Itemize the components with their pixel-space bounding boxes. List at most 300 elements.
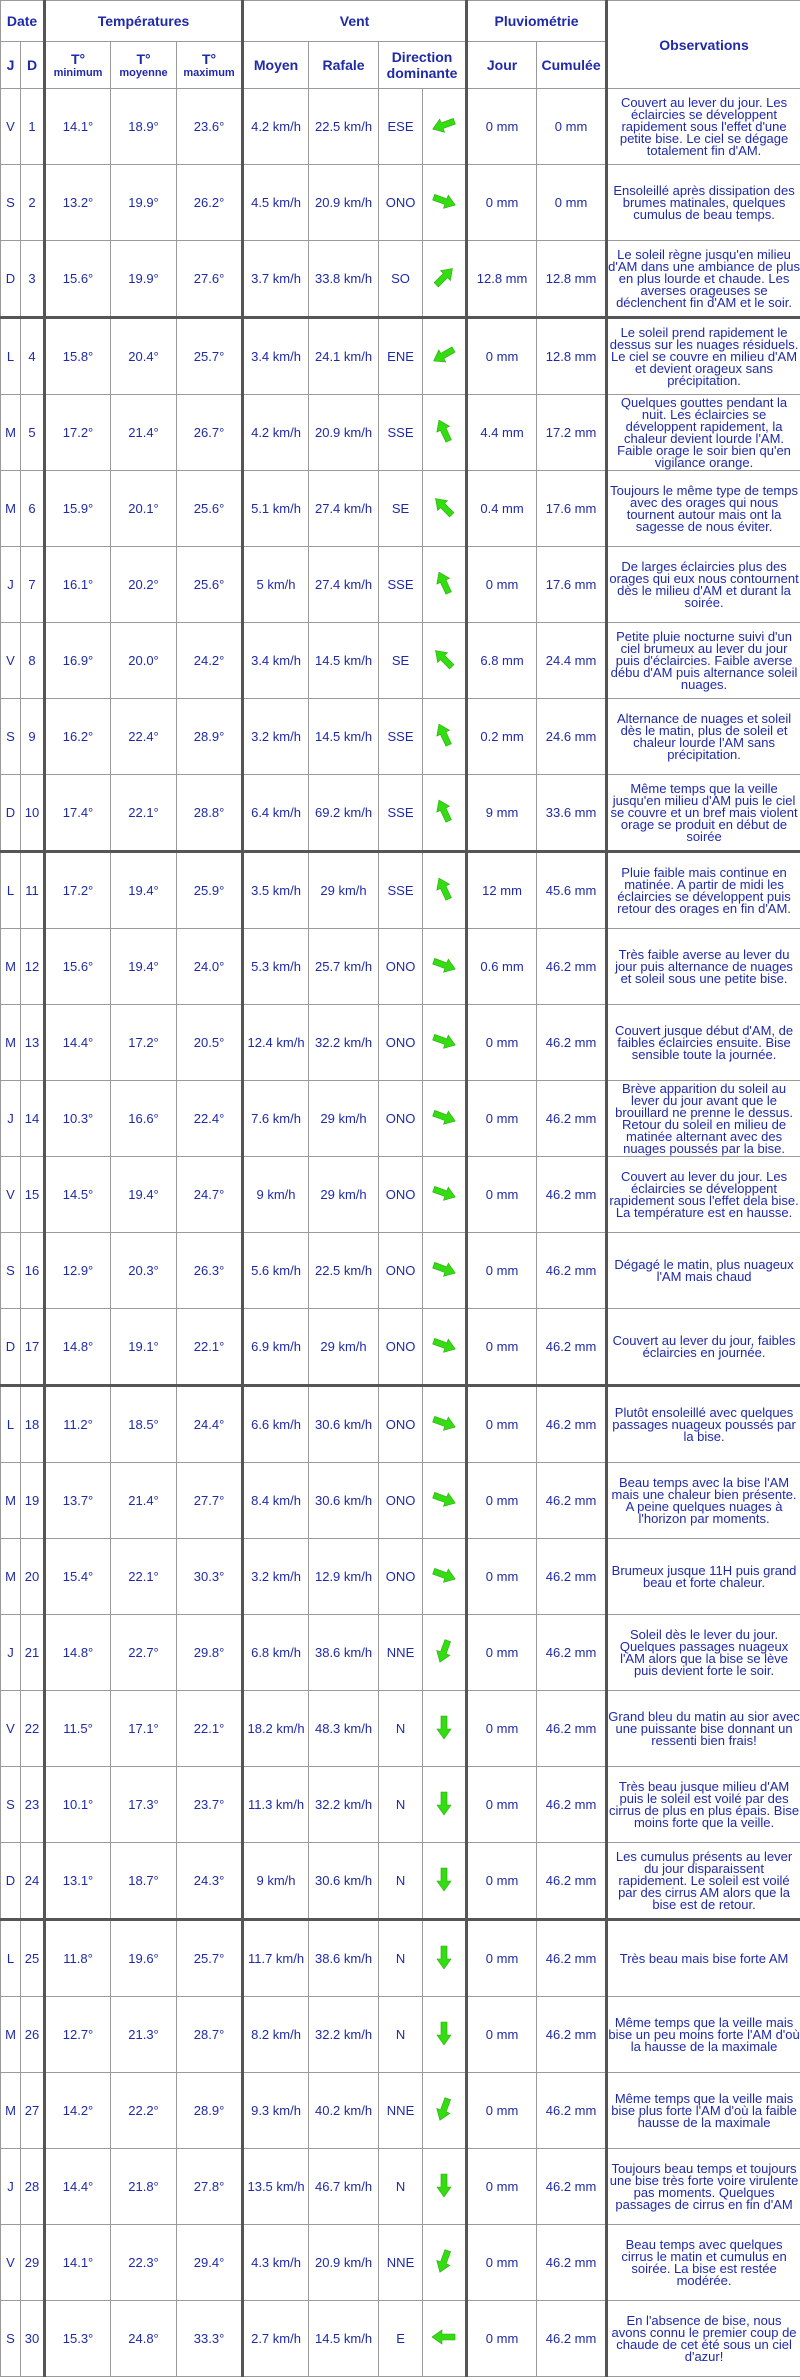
- temp-max: 25.7°: [177, 1920, 243, 1997]
- temp-max: 26.7°: [177, 395, 243, 471]
- wind-arrow-icon: [426, 489, 463, 526]
- temp-min: 14.1°: [45, 89, 111, 165]
- rain-cumulative: 33.6 mm: [537, 775, 607, 852]
- table-row: [1, 775, 800, 852]
- temp-max: 27.7°: [177, 1463, 243, 1539]
- table-row: [1, 1997, 800, 2073]
- temp-max: 27.6°: [177, 241, 243, 318]
- temp-avg: 19.4°: [111, 1157, 177, 1233]
- temp-avg: 19.6°: [111, 1920, 177, 1997]
- day-number: 15: [21, 1157, 45, 1233]
- rain-cumulative: 46.2 mm: [537, 1539, 607, 1615]
- wind-arrow: [423, 395, 467, 471]
- observation-text: Ensoleillé après dissipation des brumes matinales, quelques cumulus de beau temps.: [607, 165, 800, 241]
- wind-arrow-icon: [431, 2324, 457, 2350]
- temp-max: 22.4°: [177, 1081, 243, 1157]
- table-row: [1, 852, 800, 929]
- temp-max: 25.9°: [177, 852, 243, 929]
- observation-text: Même temps que la veille mais bise plus forte l'AM d'où la faible hausse de la maximale: [607, 2073, 800, 2149]
- rain-cumulative: 46.2 mm: [537, 1386, 607, 1463]
- wind-arrow-icon: [431, 1790, 457, 1816]
- wind-arrow-icon: [426, 259, 463, 296]
- temp-max: 20.5°: [177, 1005, 243, 1081]
- table-row: [1, 1233, 800, 1309]
- temp-min: 13.1°: [45, 1843, 111, 1920]
- wind-arrow-icon: [427, 1328, 460, 1361]
- moyen-header: Moyen: [243, 42, 309, 89]
- wind-arrow-icon: [427, 1024, 460, 1057]
- rain-day: 0 mm: [467, 1843, 537, 1920]
- table-row: [1, 1081, 800, 1157]
- observation-text: Couvert au lever du jour. Les éclaircies se développent rapidement sous l'effet dela bise. La température est en hausse.: [607, 1157, 800, 1233]
- pluviometrie-header: Pluviométrie: [467, 1, 607, 42]
- table-row: [1, 1615, 800, 1691]
- wind-arrow: [423, 1005, 467, 1081]
- temp-max: 28.7°: [177, 1997, 243, 2073]
- rain-cumulative: 17.6 mm: [537, 471, 607, 547]
- rain-day: 12.8 mm: [467, 241, 537, 318]
- day-number: 6: [21, 471, 45, 547]
- rain-day: 0 mm: [467, 1157, 537, 1233]
- wind-gust: 38.6 km/h: [309, 1615, 379, 1691]
- wind-gust: 46.7 km/h: [309, 2149, 379, 2225]
- wind-arrow: [423, 699, 467, 775]
- wind-arrow-icon: [427, 2244, 460, 2277]
- wind-arrow: [423, 1157, 467, 1233]
- temp-min: 15.6°: [45, 241, 111, 318]
- observation-text: Même temps que la veille mais bise un peu moins forte l'AM d'où la hausse de la maximale: [607, 1997, 800, 2073]
- day-number: 3: [21, 241, 45, 318]
- day-number: 26: [21, 1997, 45, 2073]
- wind-avg: 4.3 km/h: [243, 2225, 309, 2301]
- wind-avg: 6.4 km/h: [243, 775, 309, 852]
- wind-arrow: [423, 241, 467, 318]
- wind-avg: 3.4 km/h: [243, 318, 309, 395]
- temp-min: 14.2°: [45, 2073, 111, 2149]
- wind-direction: N: [379, 1997, 423, 2073]
- temp-avg: 21.8°: [111, 2149, 177, 2225]
- wind-direction: N: [379, 1767, 423, 1843]
- rain-cumulative: 46.2 mm: [537, 2225, 607, 2301]
- day-number: 1: [21, 89, 45, 165]
- rafale-header: Rafale: [309, 42, 379, 89]
- temp-max: 25.7°: [177, 318, 243, 395]
- day-letter: M: [1, 1539, 21, 1615]
- rain-day: 12 mm: [467, 852, 537, 929]
- rain-cumulative: 46.2 mm: [537, 1691, 607, 1767]
- temp-max: 27.8°: [177, 2149, 243, 2225]
- table-row: [1, 165, 800, 241]
- table-row: [1, 1005, 800, 1081]
- table-row: [1, 2301, 800, 2377]
- wind-avg: 3.2 km/h: [243, 699, 309, 775]
- wind-arrow: [423, 89, 467, 165]
- table-row: [1, 929, 800, 1005]
- wind-avg: 5.1 km/h: [243, 471, 309, 547]
- rain-day: 6.8 mm: [467, 623, 537, 699]
- day-number: 2: [21, 165, 45, 241]
- temp-max: 23.6°: [177, 89, 243, 165]
- observation-text: Toujours le même type de temps avec des orages qui nous tournent autour mais ont la sagesse de nous éviter.: [607, 471, 800, 547]
- wind-arrow-icon: [427, 1100, 460, 1133]
- table-row: [1, 1691, 800, 1767]
- observation-text: Dégagé le matin, plus nuageux l'AM mais chaud: [607, 1233, 800, 1309]
- wind-arrow: [423, 1233, 467, 1309]
- wind-gust: 22.5 km/h: [309, 89, 379, 165]
- wind-direction: NNE: [379, 2073, 423, 2149]
- temp-min: 15.9°: [45, 471, 111, 547]
- wind-avg: 13.5 km/h: [243, 2149, 309, 2225]
- temp-avg: 21.3°: [111, 1997, 177, 2073]
- temp-min: 11.5°: [45, 1691, 111, 1767]
- wind-gust: 14.5 km/h: [309, 623, 379, 699]
- temp-avg: 22.4°: [111, 699, 177, 775]
- day-number: 14: [21, 1081, 45, 1157]
- observation-text: Très beau jusque milieu d'AM puis le soleil est voilé par des cirrus de plus en plus épais. Bise moins forte que la veille.: [607, 1767, 800, 1843]
- day-number: 12: [21, 929, 45, 1005]
- temp-min: 14.4°: [45, 1005, 111, 1081]
- day-letter: M: [1, 1463, 21, 1539]
- day-number: 7: [21, 547, 45, 623]
- wind-avg: 5.3 km/h: [243, 929, 309, 1005]
- table-row: [1, 1157, 800, 1233]
- wind-gust: 48.3 km/h: [309, 1691, 379, 1767]
- wind-arrow: [423, 1539, 467, 1615]
- observation-text: Brève apparition du soleil au lever du jour avant que le brouillard ne prenne le dessus. Retour du soleil en milieu de matinée alternant avec des nuages poussés par la bise.: [607, 1081, 800, 1157]
- rain-cumulative: 46.2 mm: [537, 1233, 607, 1309]
- wind-arrow-icon: [427, 872, 462, 907]
- wind-direction: ONO: [379, 1157, 423, 1233]
- wind-direction: ENE: [379, 318, 423, 395]
- observation-text: Très faible averse au lever du jour puis alternance de nuages et soleil sous une petite bise.: [607, 929, 800, 1005]
- rain-cumulative: 46.2 mm: [537, 1463, 607, 1539]
- wind-avg: 3.5 km/h: [243, 852, 309, 929]
- observation-text: Couvert au lever du jour. Les éclaircies se développent rapidement sous l'effet d'une petite bise. Le ciel se dégage totalement fin d'AM.: [607, 89, 800, 165]
- day-letter: S: [1, 165, 21, 241]
- temp-min: 15.8°: [45, 318, 111, 395]
- temp-avg: 22.1°: [111, 1539, 177, 1615]
- wind-arrow-icon: [431, 2172, 457, 2198]
- observation-text: Petite pluie nocturne suivi d'un ciel brumeux au lever du jour puis d'éclaircies. Faible averse débu d'AM puis alternance soleil nuages.: [607, 623, 800, 699]
- temp-max: 25.6°: [177, 471, 243, 547]
- wind-arrow-icon: [426, 337, 462, 373]
- wind-arrow: [423, 318, 467, 395]
- wind-arrow: [423, 1081, 467, 1157]
- temp-max: 28.9°: [177, 699, 243, 775]
- wind-gust: 24.1 km/h: [309, 318, 379, 395]
- day-number: 25: [21, 1920, 45, 1997]
- wind-direction: N: [379, 2149, 423, 2225]
- rain-day: 0 mm: [467, 1767, 537, 1843]
- rain-day: 0 mm: [467, 1615, 537, 1691]
- observations-header: Observations: [607, 1, 800, 89]
- wind-arrow: [423, 1997, 467, 2073]
- wind-direction: ONO: [379, 1081, 423, 1157]
- cumulee-header: Cumulée: [537, 42, 607, 89]
- wind-avg: 6.6 km/h: [243, 1386, 309, 1463]
- rain-day: 0 mm: [467, 1463, 537, 1539]
- temp-avg: 22.3°: [111, 2225, 177, 2301]
- day-letter: J: [1, 547, 21, 623]
- wind-direction: NNE: [379, 1615, 423, 1691]
- wind-arrow: [423, 929, 467, 1005]
- day-letter: V: [1, 2225, 21, 2301]
- rain-day: 0.2 mm: [467, 699, 537, 775]
- temp-min: 15.4°: [45, 1539, 111, 1615]
- temp-avg: 20.0°: [111, 623, 177, 699]
- wind-avg: 6.8 km/h: [243, 1615, 309, 1691]
- rain-cumulative: 0 mm: [537, 89, 607, 165]
- rain-cumulative: 24.6 mm: [537, 699, 607, 775]
- temp-avg: 21.4°: [111, 395, 177, 471]
- wind-direction: N: [379, 1920, 423, 1997]
- wind-arrow-icon: [431, 1944, 457, 1970]
- day-letter: D: [1, 241, 21, 318]
- wind-gust: 69.2 km/h: [309, 775, 379, 852]
- temp-min: 15.6°: [45, 929, 111, 1005]
- wind-arrow: [423, 2073, 467, 2149]
- rain-cumulative: 46.2 mm: [537, 1309, 607, 1386]
- temp-min: 13.2°: [45, 165, 111, 241]
- temp-min: 11.8°: [45, 1920, 111, 1997]
- wind-avg: 8.2 km/h: [243, 1997, 309, 2073]
- rain-day: 0 mm: [467, 1081, 537, 1157]
- rain-day: 0 mm: [467, 2073, 537, 2149]
- tmoy-header: T° moyenne: [111, 42, 177, 89]
- direction-header: Direction dominante: [379, 42, 467, 89]
- wind-avg: 4.2 km/h: [243, 89, 309, 165]
- temp-min: 17.2°: [45, 395, 111, 471]
- rain-day: 0 mm: [467, 1920, 537, 1997]
- temp-max: 24.2°: [177, 623, 243, 699]
- wind-arrow: [423, 2149, 467, 2225]
- wind-direction: SO: [379, 241, 423, 318]
- table-row: [1, 2149, 800, 2225]
- wind-arrow-icon: [427, 1176, 460, 1209]
- rain-cumulative: 12.8 mm: [537, 318, 607, 395]
- temp-avg: 19.9°: [111, 241, 177, 318]
- wind-arrow-icon: [427, 184, 460, 217]
- rain-cumulative: 24.4 mm: [537, 623, 607, 699]
- temp-avg: 17.3°: [111, 1767, 177, 1843]
- wind-avg: 11.3 km/h: [243, 1767, 309, 1843]
- wind-gust: 32.2 km/h: [309, 1997, 379, 2073]
- wind-direction: ONO: [379, 1539, 423, 1615]
- wind-gust: 32.2 km/h: [309, 1005, 379, 1081]
- rain-cumulative: 46.2 mm: [537, 2301, 607, 2377]
- temp-avg: 20.4°: [111, 318, 177, 395]
- table-row: [1, 1539, 800, 1615]
- day-number: 27: [21, 2073, 45, 2149]
- rain-cumulative: 46.2 mm: [537, 2073, 607, 2149]
- wind-gust: 29 km/h: [309, 1309, 379, 1386]
- temp-min: 16.2°: [45, 699, 111, 775]
- table-row: [1, 623, 800, 699]
- wind-arrow: [423, 1615, 467, 1691]
- temp-min: 12.9°: [45, 1233, 111, 1309]
- day-number: 29: [21, 2225, 45, 2301]
- wind-avg: 7.6 km/h: [243, 1081, 309, 1157]
- wind-direction: SSE: [379, 547, 423, 623]
- wind-avg: 5 km/h: [243, 547, 309, 623]
- temp-max: 30.3°: [177, 1539, 243, 1615]
- table-row: [1, 1920, 800, 1997]
- temp-avg: 18.7°: [111, 1843, 177, 1920]
- wind-avg: 9.3 km/h: [243, 2073, 309, 2149]
- day-number: 5: [21, 395, 45, 471]
- wind-arrow: [423, 1309, 467, 1386]
- wind-gust: 14.5 km/h: [309, 699, 379, 775]
- col-d-header: D: [21, 42, 45, 89]
- temp-max: 22.1°: [177, 1309, 243, 1386]
- wind-avg: 18.2 km/h: [243, 1691, 309, 1767]
- observation-text: De larges éclaircies plus des orages qui eux nous contournent dès le milieu d'AM et durant la soirée.: [607, 547, 800, 623]
- temp-avg: 19.4°: [111, 852, 177, 929]
- wind-arrow-icon: [427, 108, 460, 141]
- wind-gust: 38.6 km/h: [309, 1920, 379, 1997]
- temp-min: 14.1°: [45, 2225, 111, 2301]
- wind-gust: 29 km/h: [309, 852, 379, 929]
- observation-text: Soleil dès le lever du jour. Quelques passages nuageux l'AM alors que la bise se lève puis devient forte le soir.: [607, 1615, 800, 1691]
- day-number: 16: [21, 1233, 45, 1309]
- observation-text: Plutôt ensoleillé avec quelques passages nuageux poussés par la bise.: [607, 1386, 800, 1463]
- wind-avg: 5.6 km/h: [243, 1233, 309, 1309]
- wind-avg: 4.5 km/h: [243, 165, 309, 241]
- table-row: [1, 395, 800, 471]
- wind-direction: N: [379, 1691, 423, 1767]
- rain-day: 0 mm: [467, 1997, 537, 2073]
- observation-text: Très beau mais bise forte AM: [607, 1920, 800, 1997]
- wind-gust: 22.5 km/h: [309, 1233, 379, 1309]
- wind-direction: ONO: [379, 929, 423, 1005]
- temp-max: 24.0°: [177, 929, 243, 1005]
- wind-arrow-icon: [427, 566, 462, 601]
- temp-avg: 22.7°: [111, 1615, 177, 1691]
- temp-avg: 18.9°: [111, 89, 177, 165]
- day-letter: V: [1, 1691, 21, 1767]
- wind-direction: SE: [379, 471, 423, 547]
- table-row: [1, 547, 800, 623]
- table-row: [1, 2225, 800, 2301]
- wind-arrow-icon: [427, 794, 462, 829]
- temp-avg: 19.1°: [111, 1309, 177, 1386]
- wind-gust: 40.2 km/h: [309, 2073, 379, 2149]
- day-letter: J: [1, 2149, 21, 2225]
- temp-min: 14.8°: [45, 1309, 111, 1386]
- day-number: 13: [21, 1005, 45, 1081]
- observation-text: Toujours beau temps et toujours une bise très forte voire virulente pas moments. Quelques passages de cirrus en fin d'AM: [607, 2149, 800, 2225]
- wind-direction: ONO: [379, 1233, 423, 1309]
- temp-max: 26.2°: [177, 165, 243, 241]
- wind-arrow: [423, 1691, 467, 1767]
- rain-cumulative: 17.6 mm: [537, 547, 607, 623]
- day-letter: D: [1, 775, 21, 852]
- wind-gust: 27.4 km/h: [309, 547, 379, 623]
- day-letter: L: [1, 318, 21, 395]
- wind-arrow: [423, 2301, 467, 2377]
- wind-arrow-icon: [427, 414, 462, 449]
- wind-direction: SSE: [379, 852, 423, 929]
- wind-arrow: [423, 471, 467, 547]
- rain-cumulative: 46.2 mm: [537, 1615, 607, 1691]
- wind-direction: SE: [379, 623, 423, 699]
- wind-arrow: [423, 1463, 467, 1539]
- day-letter: S: [1, 1767, 21, 1843]
- rain-day: 0 mm: [467, 1691, 537, 1767]
- tmin-header: T° minimum: [45, 42, 111, 89]
- wind-direction: ONO: [379, 165, 423, 241]
- wind-arrow: [423, 2225, 467, 2301]
- wind-avg: 2.7 km/h: [243, 2301, 309, 2377]
- rain-cumulative: 46.2 mm: [537, 929, 607, 1005]
- table-row: [1, 1309, 800, 1386]
- day-letter: L: [1, 852, 21, 929]
- rain-cumulative: 46.2 mm: [537, 1767, 607, 1843]
- wind-gust: 29 km/h: [309, 1081, 379, 1157]
- rain-day: 0 mm: [467, 2149, 537, 2225]
- day-letter: M: [1, 395, 21, 471]
- table-row: [1, 241, 800, 318]
- wind-arrow-icon: [427, 948, 460, 981]
- wind-avg: 3.4 km/h: [243, 623, 309, 699]
- rain-day: 9 mm: [467, 775, 537, 852]
- jour-header: Jour: [467, 42, 537, 89]
- observation-text: Beau temps avec la bise l'AM mais une chaleur bien présente. A peine quelques nuages à l'horizon par moments.: [607, 1463, 800, 1539]
- rain-cumulative: 46.2 mm: [537, 1157, 607, 1233]
- temp-min: 14.4°: [45, 2149, 111, 2225]
- observation-text: Grand bleu du matin au sior avec une puissante bise donnant un ressenti bien frais!: [607, 1691, 800, 1767]
- wind-arrow: [423, 1843, 467, 1920]
- temp-avg: 22.2°: [111, 2073, 177, 2149]
- table-row: [1, 1463, 800, 1539]
- day-number: 10: [21, 775, 45, 852]
- temp-max: 22.1°: [177, 1691, 243, 1767]
- wind-avg: 9 km/h: [243, 1843, 309, 1920]
- observation-text: Alternance de nuages et soleil dès le matin, plus de soleil et chaleur lourde l'AM sans précipitation.: [607, 699, 800, 775]
- wind-gust: 14.5 km/h: [309, 2301, 379, 2377]
- observation-text: Pluie faible mais continue en matinée. A partir de midi les éclaircies se développent puis retour des orages en fin d'AM.: [607, 852, 800, 929]
- wind-arrow-icon: [427, 718, 462, 753]
- rain-day: 0 mm: [467, 318, 537, 395]
- wind-direction: ONO: [379, 1309, 423, 1386]
- wind-direction: ONO: [379, 1386, 423, 1463]
- rain-day: 4.4 mm: [467, 395, 537, 471]
- day-letter: V: [1, 1157, 21, 1233]
- day-number: 20: [21, 1539, 45, 1615]
- wind-arrow-icon: [426, 641, 463, 678]
- table-row: [1, 1767, 800, 1843]
- day-number: 17: [21, 1309, 45, 1386]
- wind-arrow-icon: [431, 1714, 457, 1740]
- wind-arrow: [423, 1386, 467, 1463]
- observation-text: Quelques gouttes pendant la nuit. Les éclaircies se développent rapidement, la chaleur devient lourde l'AM. Faible orage le soir bien qu'en vigilance orange.: [607, 395, 800, 471]
- rain-cumulative: 46.2 mm: [537, 1005, 607, 1081]
- wind-gust: 27.4 km/h: [309, 471, 379, 547]
- rain-day: 0 mm: [467, 1309, 537, 1386]
- day-number: 22: [21, 1691, 45, 1767]
- wind-gust: 30.6 km/h: [309, 1463, 379, 1539]
- observation-text: Couvert au lever du jour, faibles éclaircies en journée.: [607, 1309, 800, 1386]
- day-letter: L: [1, 1920, 21, 1997]
- wind-arrow: [423, 1920, 467, 1997]
- rain-day: 0 mm: [467, 1233, 537, 1309]
- date-header: Date: [1, 1, 45, 42]
- rain-day: 0.6 mm: [467, 929, 537, 1005]
- rain-day: 0 mm: [467, 1005, 537, 1081]
- day-letter: M: [1, 1005, 21, 1081]
- rain-day: 0 mm: [467, 165, 537, 241]
- temp-avg: 20.3°: [111, 1233, 177, 1309]
